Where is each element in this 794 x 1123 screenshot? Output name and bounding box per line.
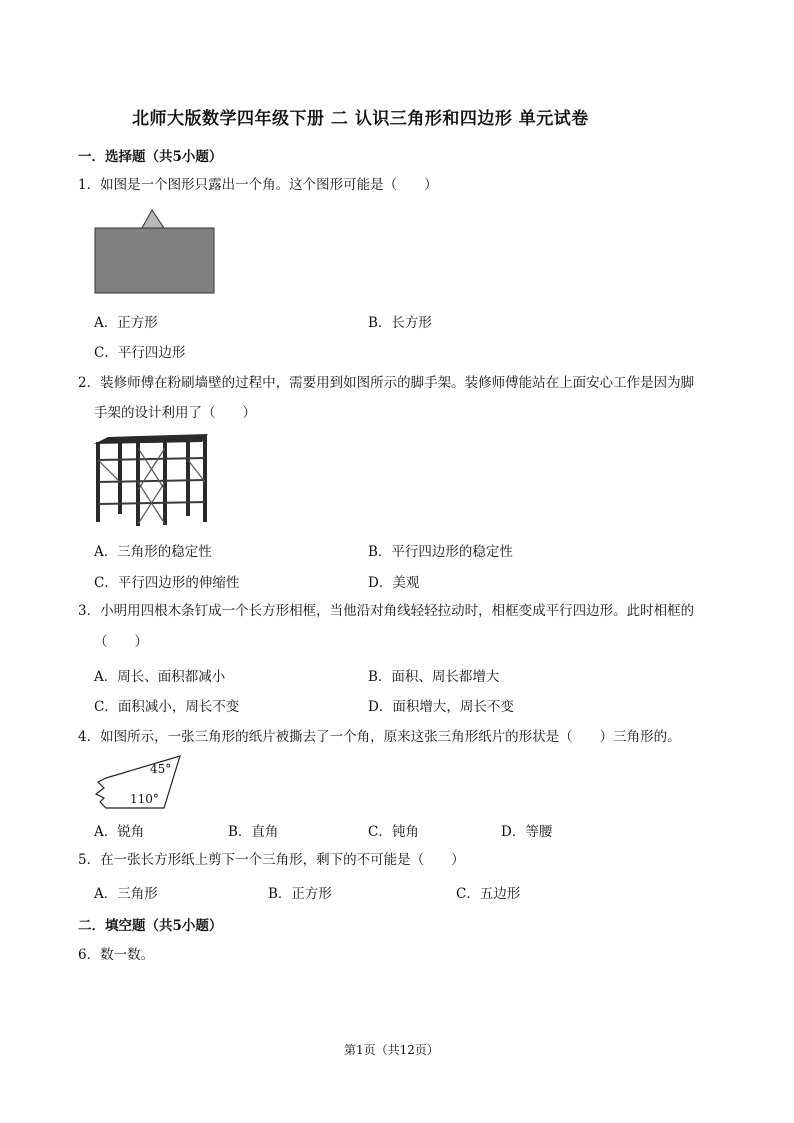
question-4-text: 4．如图所示，一张三角形的纸片被撕去了一个角，原来这张三角形纸片的形状是（ ）三角形的。: [78, 729, 681, 745]
question-5-option-b[interactable]: B．正方形: [268, 886, 332, 902]
question-2-option-b[interactable]: B．平行四边形的稳定性: [368, 544, 513, 560]
section-heading-choice: 一．选择题（共5小题）: [78, 149, 223, 165]
angle-label-45: 45°: [150, 762, 172, 776]
question-6-text: 6．数一数。: [78, 947, 155, 963]
question-1-figure: [90, 205, 220, 297]
section-heading-fill: 二．填空题（共5小题）: [78, 918, 223, 934]
question-3-text-line1: 3．小明用四根木条钉成一个长方形相框，当他沿对角线轻轻拉动时，相框变成平行四边形。此时相框的: [78, 603, 695, 619]
question-4-option-c[interactable]: C．钝角: [368, 824, 419, 840]
question-5-option-a[interactable]: A．三角形: [94, 886, 158, 902]
page-footer: 第1页（共12页）: [344, 1043, 439, 1057]
question-3-text-line2: （ ）: [94, 634, 148, 650]
question-3-option-d[interactable]: D．面积增大，周长不变: [368, 699, 514, 715]
question-1-text: 1．如图是一个图形只露出一个角。这个图形可能是（ ）: [78, 177, 438, 193]
question-2-option-d[interactable]: D．美观: [368, 575, 420, 591]
question-4-option-d[interactable]: D．等腰: [501, 824, 553, 840]
question-4-option-b[interactable]: B．直角: [228, 824, 279, 840]
question-5-text: 5．在一张长方形纸上剪下一个三角形，剩下的不可能是（ ）: [78, 852, 465, 868]
question-1-option-a[interactable]: A．正方形: [94, 315, 158, 331]
angle-label-110: 110°: [130, 792, 159, 806]
question-2-text-line2: 手架的设计利用了（ ）: [94, 405, 256, 421]
question-4-option-a[interactable]: A．锐角: [94, 824, 145, 840]
scaffold-figure: [90, 430, 215, 530]
question-2-text-line1: 2．装修师傅在粉刷墙壁的过程中，需要用到如图所示的脚手架。装修师傅能站在上面安心工作是因为脚: [78, 375, 695, 391]
page-title: 北师大版数学四年级下册 二 认识三角形和四边形 单元试卷: [132, 109, 589, 129]
question-3-option-b[interactable]: B．面积、周长都增大: [368, 669, 500, 685]
question-5-option-c[interactable]: C．五边形: [456, 886, 521, 902]
question-1-option-b[interactable]: B．长方形: [368, 315, 432, 331]
question-3-option-a[interactable]: A．周长、面积都减小: [94, 669, 226, 685]
question-2-option-a[interactable]: A．三角形的稳定性: [94, 544, 212, 560]
question-1-option-c[interactable]: C．平行四边形: [94, 345, 186, 361]
question-3-option-c[interactable]: C．面积减小，周长不变: [94, 699, 240, 715]
question-2-option-c[interactable]: C．平行四边形的伸缩性: [94, 575, 240, 591]
